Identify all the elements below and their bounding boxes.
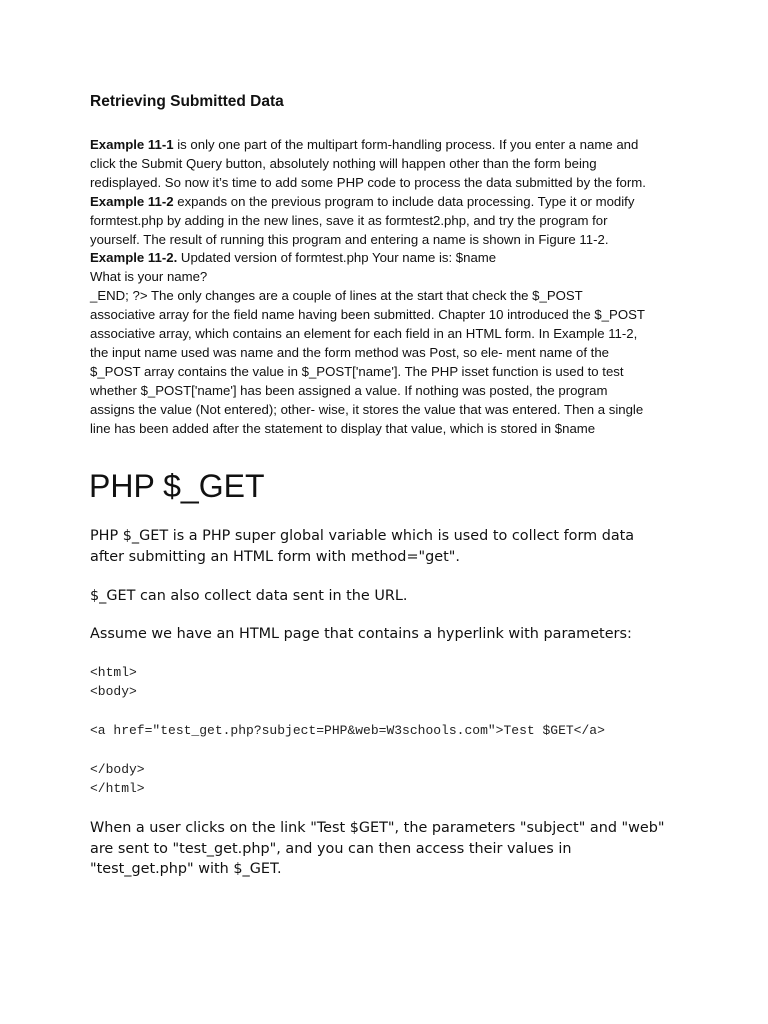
para-line — [90, 193, 690, 212]
code-line: <html> — [90, 665, 137, 680]
para-text: formtest.php by adding in the new lines, save it as formtest2.php, and try the program for — [90, 212, 608, 228]
para-text: associative array, which contains an element for each field in an HTML form. In Example 11-2, — [90, 326, 638, 342]
para-line — [90, 287, 690, 306]
example-ref: Example 11-1 — [90, 137, 174, 152]
php-get-outro — [90, 818, 665, 880]
code-line: <body> — [90, 684, 137, 699]
para-line — [90, 136, 690, 155]
example-ref: Example 11-2 — [90, 193, 174, 209]
para-text: associative array for the field name having been submitted. Chapter 10 introduced the $_POST — [90, 307, 645, 323]
para-text: is only one part of the multipart form-handling process. If you enter a name and — [173, 137, 639, 152]
para-text: _END; ?> The only changes are a couple of lines at the start that check the $_POST — [90, 288, 583, 304]
code-line: </body> — [90, 762, 145, 777]
para-line — [90, 212, 690, 231]
para-text: click the Submit Query button, absolutely nothing will happen other than the form being — [90, 155, 597, 171]
para-line — [90, 155, 690, 174]
outro-line: "test_get.php" with $_GET. — [90, 861, 282, 877]
para-line — [90, 382, 690, 401]
para-line — [90, 249, 690, 268]
para-line — [90, 401, 690, 420]
outro-line: are sent to "test_get.php", and you can then access their values in — [90, 840, 572, 857]
para-text: What is your name? — [90, 269, 208, 285]
body-paragraph — [90, 136, 690, 439]
para-text: the input name used was name and the form method was Post, so ele- ment name of the — [90, 344, 609, 360]
para-line — [90, 306, 690, 325]
para-text: Updated version of formtest.php Your name is: $name — [177, 250, 497, 266]
assume-text — [90, 624, 632, 645]
php-get-intro — [90, 526, 634, 567]
para-line — [90, 363, 690, 382]
code-line: <a href="test_get.php?subject=PHP&web=W3schools.com">Test $GET</a> — [90, 723, 605, 738]
para-text: line has been added after the statement to display that value, which is stored in $name — [90, 420, 596, 436]
para-text: yourself. The result of running this program and entering a name is shown in Figure 11-2. — [90, 231, 609, 247]
para-text: assigns the value (Not entered); other- wise, it stores the value that was entered. Then a single — [90, 401, 644, 417]
para-text: redisplayed. So now it’s time to add some PHP code to process the data submitted by the form. — [90, 174, 646, 190]
assume-line: Assume we have an HTML page that contains a hyperlink with parameters: — [90, 626, 632, 642]
section-title: Retrieving Submitted Data — [90, 93, 284, 110]
para-text: expands on the previous program to include data processing. Type it or modify — [173, 193, 635, 209]
intro-line: after submitting an HTML form with method="get". — [90, 548, 460, 565]
para-line — [90, 174, 690, 193]
php-get-heading: PHP $_GET — [89, 468, 265, 504]
para-line — [90, 420, 690, 439]
outro-line: When a user clicks on the link "Test $GET", the parameters "subject" and "web" — [90, 820, 665, 836]
para-text: $_POST array contains the value in $_POST['name']. The PHP isset function is used to test — [90, 363, 624, 379]
intro-line: PHP $_GET is a PHP super global variable which is used to collect form data — [90, 528, 635, 544]
url-note-text: $_GET can also collect data sent in the URL. — [90, 588, 408, 604]
para-line — [90, 344, 690, 363]
para-line — [90, 268, 690, 287]
para-text: whether $_POST['name'] has been assigned a value. If nothing was posted, the program — [90, 382, 608, 398]
code-line: </html> — [90, 781, 145, 796]
para-line — [90, 231, 690, 250]
url-note — [90, 586, 407, 607]
example-ref: Example 11-2. — [90, 250, 178, 266]
para-line — [90, 325, 690, 344]
